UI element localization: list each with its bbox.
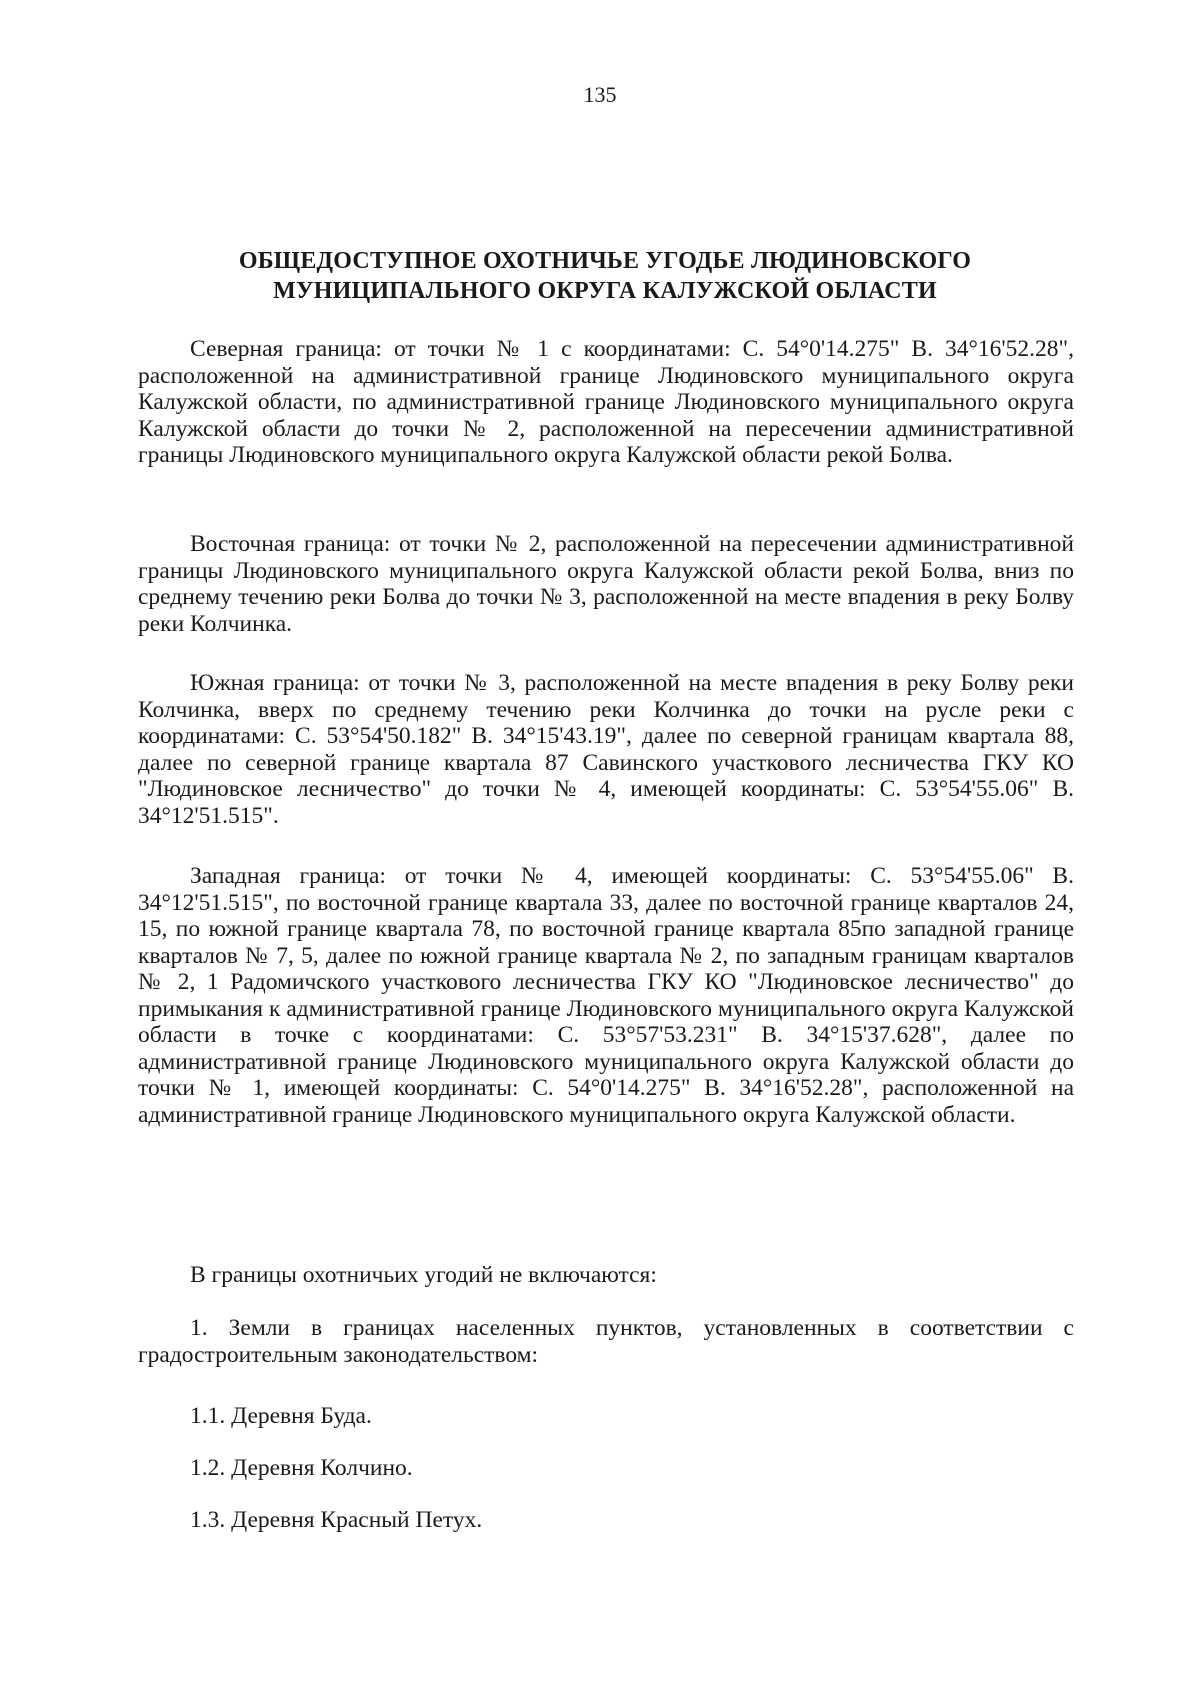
south-boundary-paragraph: Южная граница: от точки № 3, расположенной на месте впадения в реку Болву реки Колчинка, вверх по среднему течению реки Колчинка до точки на русле реки с координатами: С. 53°54'50.182" В. 34°15'43.19", далее по северной границам квартала 88, далее по северной границе квартала 87 Савинского участкового лесничества ГКУ КО "Людиновское лесничество" до точки № 4, имеющей координаты: С. 53°54'55.06" В. 34°12'51.515". <box>138 670 1074 829</box>
north-boundary-paragraph: Северная граница: от точки № 1 с координатами: С. 54°0'14.275" В. 34°16'52.28", расположенной на административной границе Людиновского муниципального округа Калужской области, по административной границе Людиновского муниципального округа Калужской области до точки № 2, расположенной на пересечении административной границы Людиновского муниципального округа Калужской области рекой Болва. <box>138 336 1074 468</box>
north-boundary-section <box>138 336 1074 469</box>
document-title <box>140 246 1070 306</box>
exclusion-item-1-2 <box>138 1455 1074 1482</box>
exclusions-intro-paragraph: В границы охотничьих угодий не включаются: <box>190 1262 657 1288</box>
west-boundary-section <box>138 863 1074 1128</box>
list-item: 1.3. Деревня Красный Петух. <box>190 1507 483 1533</box>
south-boundary-section <box>138 670 1074 829</box>
title-line-1: ОБЩЕДОСТУПНОЕ ОХОТНИЧЬЕ УГОДЬЕ ЛЮДИНОВСКОГО <box>238 248 972 274</box>
title-line-2: МУНИЦИПАЛЬНОГО ОКРУГА КАЛУЖСКОЙ ОБЛАСТИ <box>273 278 937 304</box>
list-item: 1.2. Деревня Колчино. <box>190 1455 413 1481</box>
page-number: 135 <box>583 82 617 107</box>
list-item: 1.1. Деревня Буда. <box>190 1403 372 1429</box>
exclusion-item-1-3 <box>138 1507 1074 1534</box>
exclusion-1-paragraph: 1. Земли в границах населенных пунктов, установленных в соответствии с градостроительным законодательством: <box>138 1315 1074 1368</box>
exclusions-intro-section <box>138 1262 1074 1289</box>
exclusion-item-1-1 <box>138 1403 1074 1430</box>
west-boundary-paragraph: Западная граница: от точки № 4, имеющей координаты: С. 53°54'55.06" В. 34°12'51.515", по восточной границе квартала 33, далее по восточной границе кварталов 24, 15, по южной границе квартала 78, по восточной границе квартала 85по западной границе кварталов № 7, 5, далее по южной границе квартала № 2, по западным границам кварталов № 2, 1 Радомичского участкового лесничества ГКУ КО "Людиновское лесничество" до примыкания к административной границе Людиновского муниципального округа Калужской области в точке с координатами: С. 53°57'53.231" В. 34°15'37.628", далее по административной границе Людиновского муниципального округа Калужской области до точки № 1, имеющей координаты: С. 54°0'14.275" В. 34°16'52.28", расположенной на административной границе Людиновского муниципального округа Калужской области. <box>138 863 1074 1128</box>
east-boundary-paragraph: Восточная граница: от точки № 2, расположенной на пересечении административной границы Людиновского муниципального округа Калужской области рекой Болва, вниз по среднему течению реки Болва до точки № 3, расположенной на месте впадения в реку Болву реки Колчинка. <box>138 531 1074 637</box>
east-boundary-section <box>138 531 1074 637</box>
exclusion-1-section <box>138 1315 1074 1368</box>
